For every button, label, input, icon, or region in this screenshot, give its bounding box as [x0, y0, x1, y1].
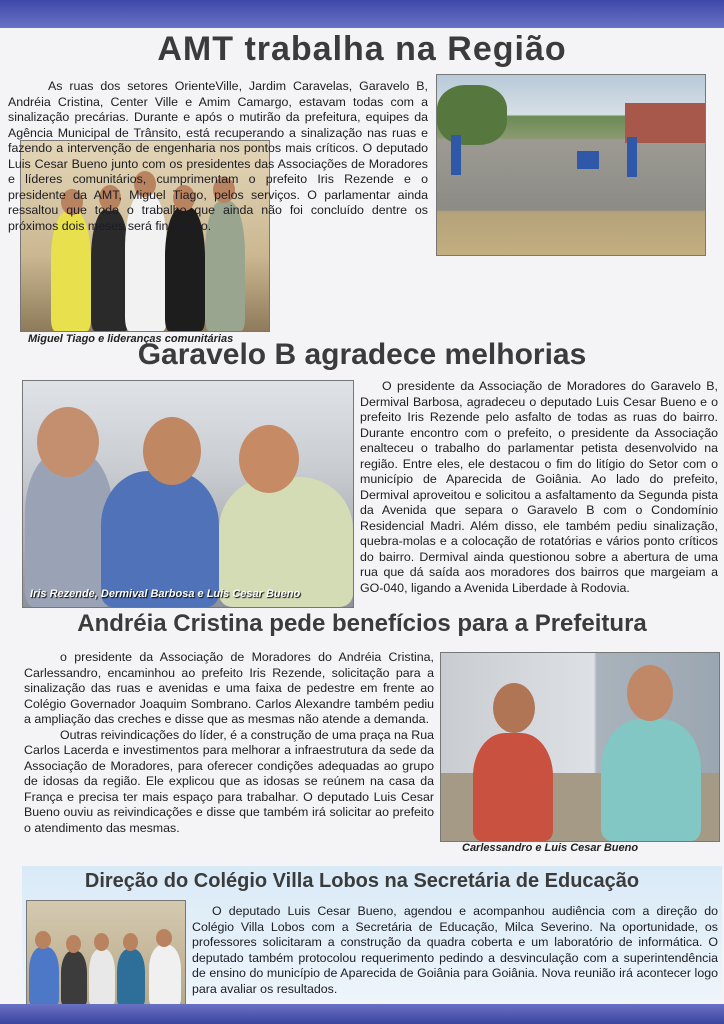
bottom-color-band: [0, 1004, 724, 1024]
article-3-paragraph-2: Outras reivindicações do líder, é a construção de uma praça na Rua Carlos Lacerda e investimentos para melhorar a infraestrutura da sede da Associação de Moradores, para oferecer condições adequadas ao grupo de idosas da região. Ele explicou que as idosas se reúnem na casa da França e precisa ter mais espaço para trabalhar. O deputado Luis Cesar Bueno ouviu as reivindicações e disse que também irá solicitar ao prefeito o atendimento das mesmas.: [24, 727, 434, 835]
article-1-body: [8, 79, 428, 234]
politicians-group-photo: [22, 380, 354, 608]
article-4-headline: Direção do Colégio Villa Lobos na Secretária de Educação: [84, 870, 640, 892]
article-3-body: [24, 650, 434, 836]
article-1-caption: Miguel Tiago e lideranças comunitárias: [28, 333, 234, 345]
article-3-caption: Carlessandro e Luis Cesar Bueno: [462, 842, 639, 854]
article-2-caption: Iris Rezende, Dermival Barbosa e Luis Cesar Bueno: [30, 588, 301, 600]
top-color-band: [0, 0, 724, 28]
article-3-paragraph-1: o presidente da Associação de Moradores do Andréia Cristina, Carlessandro, encaminhou ao prefeito Iris Rezende, solicitação para a sinalização das ruas e avenidas e uma faixa de pedestre em frente ao Colégio Governador Joaquim Sombrano. Carlos Alexandre também pediu a ampliação das creches e disse que as mesmas não atende a demanda.: [24, 650, 434, 726]
article-4-body: [192, 904, 718, 997]
school-delegation-photo: [26, 900, 186, 1006]
article-4-paragraph: O deputado Luis Cesar Bueno, agendou e acompanhou audiência com a direção do Colégio Villa Lobos com a Secretária de Educação, Milca Severino. Na oportunidade, os professores solicitaram a construção da quadra coberta e um laboratório de informática. O deputado também protocolou requerimento pedindo a desvinculação com a superintendência de ensino do município de Aparecida de Goiânia para Goiânia. Nova reunião irá acontecer logo para avaliar os resultados.: [192, 904, 718, 996]
road-workers-photo: [436, 74, 706, 256]
street-conversation-photo: [440, 652, 720, 842]
article-2-headline: Garavelo B agradece melhorias: [137, 338, 587, 371]
article-3-headline: Andréia Cristina pede benefícios para a Prefeitura: [77, 610, 647, 637]
article-2-paragraph: O presidente da Associação de Moradores do Garavelo B, Dermival Barbosa, agradeceu o deputado Luis Cesar Bueno e o prefeito Iris Rezende pelo asfalto de todas as ruas do bairro. Durante encontro com o prefeito, o presidente da Associação enalteceu o trabalho do parlamentar petista desenvolvido na região. Entre eles, ele destacou o fim do litígio do Setor com o município de Aparecida de Goiânia. Ao lado do prefeito, Dermival aproveitou e solicitou a asfaltamento da Segunda pista da Avenida que separa o Garavelo B com o Condomínio Residencial Madri. Além disso, ele também pediu sinalização, quebra-molas e a colocação de rotatórias e vários ponto críticos do bairro. Dermival ainda questionou sobre a abertura de uma rua que dá saída aos moradores dos bairros que margeiam a GO-040, ligando a Avenida Liberdade à Rodovia.: [360, 379, 718, 595]
article-1-paragraph: As ruas dos setores OrienteVille, Jardim Caravelas, Garavelo B, Andréia Cristina, Center Ville e Amim Camargo, estavam todas com a sinalização precárias. Durante e após o mutirão da prefeitura, equipes da Agência Municipal de Trânsito, está recuperando a sinalização nas ruas e fazendo a intervenção de engenharia nos pontos mais críticos. O deputado Luis Cesar Bueno junto com os presidentes das Associações de Moradores e líderes comunitários, cumprimentam o prefeito Iris Rezende e o presidente da AMT, Miguel Tiago, pelos serviços. O parlamentar ainda ressaltou que todo o trabalho que ainda não foi concluído dentre os próximos dois meses será finalizado.: [8, 79, 428, 233]
article-1-headline: AMT trabalha na Região: [157, 30, 567, 68]
article-2-body: [360, 379, 718, 596]
